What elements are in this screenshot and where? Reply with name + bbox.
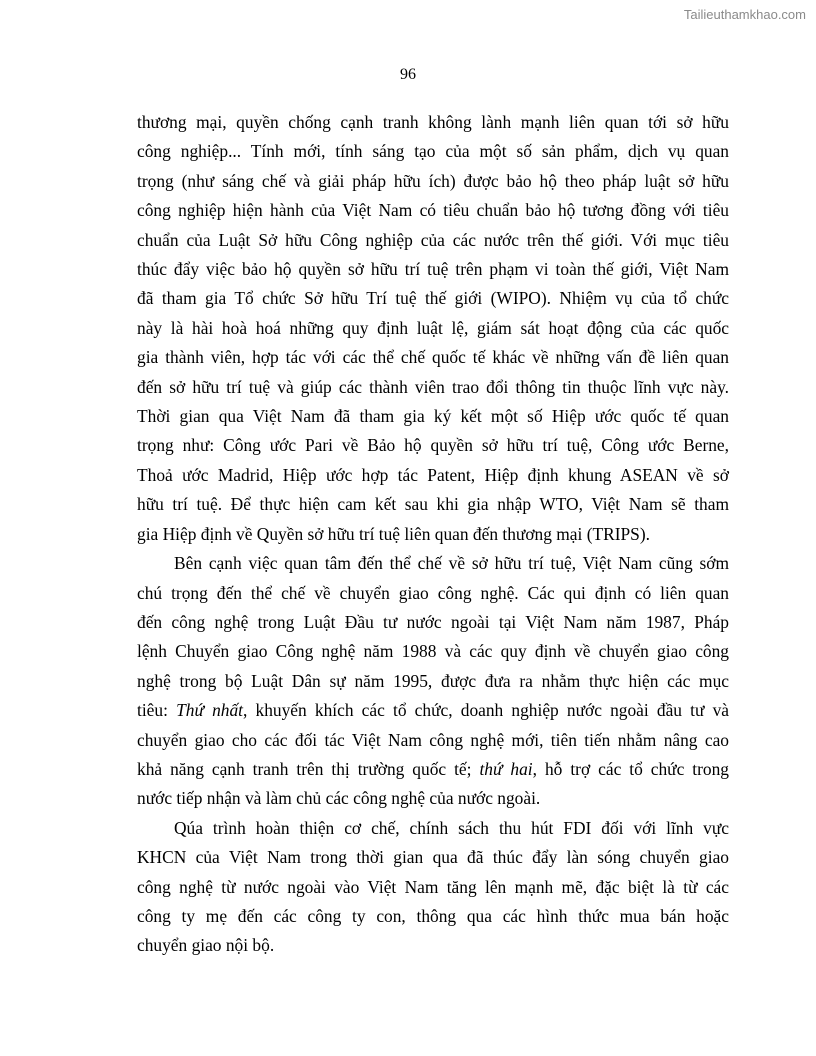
text-line: gia thành viên, hợp tác với các thể chế quốc tế khác về những vấn đề liên quan — [137, 347, 729, 368]
text-line: gia Hiệp định về Quyền sở hữu trí tuệ liên quan đến thương mại (TRIPS). — [137, 523, 650, 544]
text-line: lệnh Chuyển giao Công nghệ năm 1988 và các quy định về chuyển giao công — [137, 641, 729, 662]
text-line: công nghiệp hiện hành của Việt Nam có tiêu chuẩn bảo hộ tương đồng với tiêu — [137, 200, 729, 221]
paragraph-3 — [137, 814, 729, 961]
text-line: công nghiệp... Tính mới, tính sáng tạo của một số sản phẩm, dịch vụ quan — [137, 141, 729, 162]
text-line: nghệ trong bộ Luật Dân sự năm 1995, được đưa ra nhằm thực hiện các mục — [137, 670, 729, 691]
text-line: chuẩn của Luật Sở hữu Công nghiệp của các nước trên thế giới. Với mục tiêu — [137, 229, 729, 250]
paragraph-2 — [137, 549, 729, 814]
text-line: đến sở hữu trí tuệ và giúp các thành viên trao đổi thông tin thuộc lĩnh vực này. — [137, 376, 729, 397]
text-line: trọng (như sáng chế và giải pháp hữu ích) được bảo hộ theo pháp luật sở hữu — [137, 170, 729, 191]
text-line: trọng như: Công ước Pari về Bảo hộ quyền sở hữu trí tuệ, Công ước Berne, — [137, 435, 729, 456]
text-segment: tiêu: — [137, 700, 177, 721]
text-line: công nghệ từ nước ngoài vào Việt Nam tăng lên mạnh mẽ, đặc biệt là từ các — [137, 876, 729, 897]
document-body — [137, 108, 729, 961]
text-line: Bên cạnh việc quan tâm đến thể chế về sở hữu trí tuệ, Việt Nam cũng sớm — [174, 553, 729, 574]
text-line: nước tiếp nhận và làm chủ các công nghệ của nước ngoài. — [137, 788, 541, 809]
italic-phrase: Thứ nhất — [176, 700, 244, 721]
paragraph-1 — [137, 108, 729, 549]
text-line: công ty mẹ đến các công ty con, thông qua các hình thức mua bán hoặc — [137, 905, 729, 926]
text-segment: khả năng cạnh tranh trên thị trường quốc tế; — [137, 758, 480, 779]
text-line — [137, 696, 729, 725]
text-line: chuyển giao nội bộ. — [137, 935, 275, 956]
text-segment: , khuyến khích các tổ chức, doanh nghiệp nước ngoài đầu tư và — [243, 700, 729, 721]
text-line: Thoả ước Madrid, Hiệp ước hợp tác Patent, Hiệp định khung ASEAN về sở — [137, 464, 729, 485]
text-segment: , hỗ trợ các tổ chức trong — [532, 758, 729, 779]
text-line: Qúa trình hoàn thiện cơ chế, chính sách thu hút FDI đối với lĩnh vực — [174, 817, 729, 838]
italic-phrase: thứ hai — [479, 758, 533, 779]
text-line: hữu trí tuệ. Để thực hiện cam kết sau khi gia nhập WTO, Việt Nam sẽ tham — [137, 494, 729, 515]
text-line: đến công nghệ trong Luật Đầu tư nước ngoài tại Việt Nam năm 1987, Pháp — [137, 611, 729, 632]
text-line: này là hài hoà hoá những quy định luật lệ, giám sát hoạt động của các quốc — [137, 317, 729, 338]
text-line: đã tham gia Tổ chức Sở hữu Trí tuệ thế giới (WIPO). Nhiệm vụ của tổ chức — [137, 288, 729, 309]
watermark-text: Tailieuthamkhao.com — [683, 7, 806, 22]
text-line — [137, 755, 729, 784]
page-number: 96 — [400, 66, 416, 83]
text-line: chuyển giao cho các đối tác Việt Nam công nghệ mới, tiên tiến nhằm nâng cao — [137, 729, 729, 750]
text-line: KHCN của Việt Nam trong thời gian qua đã thúc đẩy làn sóng chuyển giao — [137, 847, 729, 868]
text-line: chú trọng đến thể chế về chuyển giao công nghệ. Các qui định có liên quan — [137, 582, 729, 603]
text-line: Thời gian qua Việt Nam đã tham gia ký kết một số Hiệp ước quốc tế quan — [137, 406, 729, 427]
text-line: thương mại, quyền chống cạnh tranh không lành mạnh liên quan tới sở hữu — [137, 112, 729, 132]
text-line: thúc đẩy việc bảo hộ quyền sở hữu trí tuệ trên phạm vi toàn thế giới, Việt Nam — [137, 259, 729, 280]
